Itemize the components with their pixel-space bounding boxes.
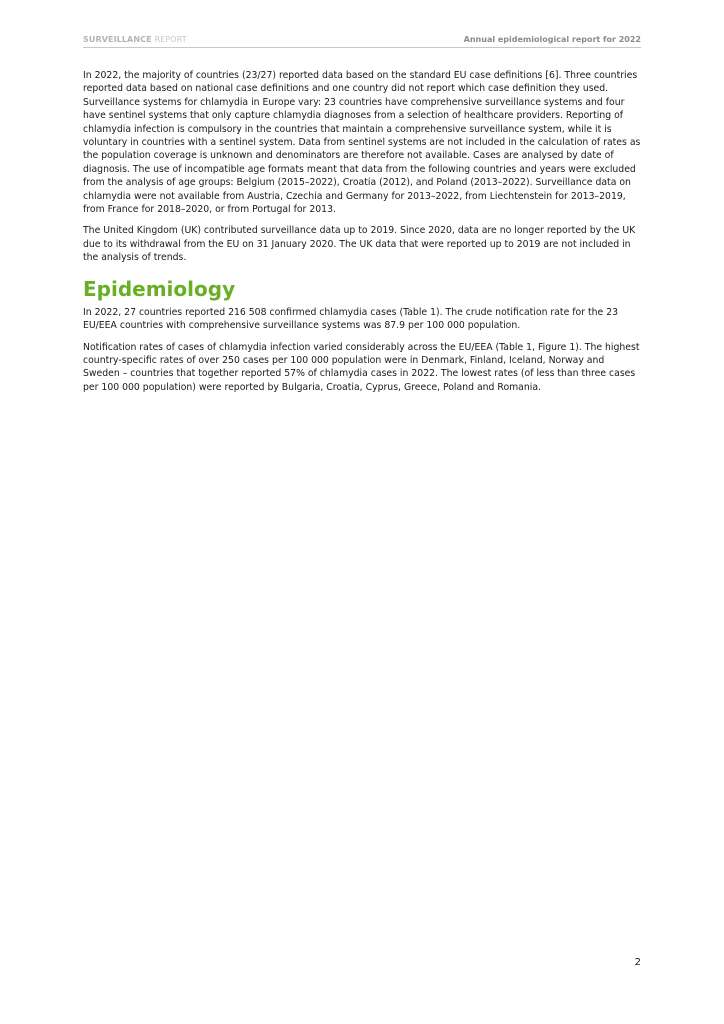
report-type-label-part2: REPORT xyxy=(154,35,187,44)
page-number: 2 xyxy=(634,957,641,968)
page-header xyxy=(83,35,641,48)
page-content xyxy=(83,69,643,402)
paragraph-notification-rates: Notification rates of cases of chlamydia infection varied considerably across the EU/EEA (Table 1, Figure 1). The highest country-specific rates of over 250 cases per 100 000 population were in Denmark, Finland, Iceland, Norway and Sweden – countries that together reported 57% of chlamydia cases in 2022. The lowest rates (of less than three cases per 100 000 population) were reported by Bulgaria, Croatia, Cyprus, Greece, Poland and Romania. xyxy=(83,341,640,393)
paragraph-confirmed-cases: In 2022, 27 countries reported 216 508 confirmed chlamydia cases (Table 1). The crude notification rate for the 23 EU/EEA countries with comprehensive surveillance systems was 87.9 per 100 000 population. xyxy=(83,306,619,332)
report-title: Annual epidemiological report for 2022 xyxy=(463,35,641,44)
paragraph-case-definitions: In 2022, the majority of countries (23/27) reported data based on the standard EU case definitions [6]. Three countries reported data based on national case definitions and one country did not report which case definition they used. Surveillance systems for chlamydia in Europe vary: 23 countries have comprehensive surveillance systems and four have sentinel systems that only capture chlamydia diagnoses from a selection of healthcare providers. Reporting of chlamydia infection is compulsory in the countries that maintain a comprehensive surveillance system, while it is voluntary in countries with a sentinel system. Data from sentinel systems are not included in the calculation of rates as the population coverage is unknown and denominators are therefore not available. Cases are analysed by date of diagnosis. The use of incompatible age formats meant that data from the following countries and years were excluded from the analysis of age groups: Belgium (2015–2022), Croatia (2012), and Poland (2013–2022). Surveillance data on chlamydia were not available from Austria, Czechia and Germany for 2013–2022, from Liechtenstein for 2013–2019, from France for 2018–2020, or from Portugal for 2013. xyxy=(83,70,641,216)
section-heading-epidemiology: Epidemiology xyxy=(83,276,236,301)
report-type-label xyxy=(83,35,187,45)
report-type-label-part1: SURVEILLANCE xyxy=(83,35,152,44)
paragraph-uk-data: The United Kingdom (UK) contributed surveillance data up to 2019. Since 2020, data are no longer reported by the UK due to its withdrawal from the EU on 31 January 2020. The UK data that were reported up to 2019 are not included in the analysis of trends. xyxy=(83,225,636,264)
